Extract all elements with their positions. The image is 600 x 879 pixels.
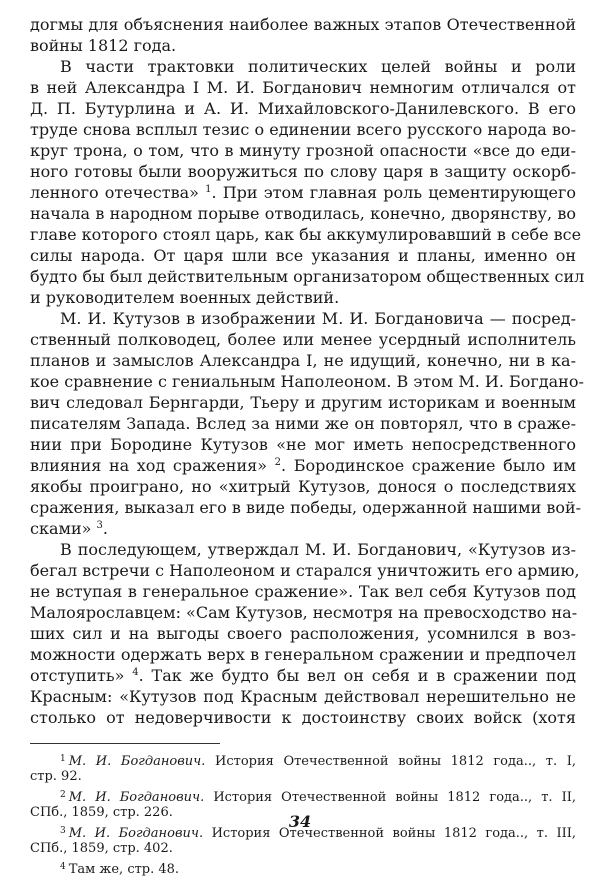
footnote-ref-4[interactable]: 4 xyxy=(132,667,139,678)
text-line: войны 1812 года. xyxy=(30,36,177,55)
footnote-line: стр. 92. xyxy=(30,769,82,784)
text-fragment: . При этом главная роль цементирующего xyxy=(211,183,577,202)
footnote-line: СПб., 1859, стр. 402. xyxy=(30,841,173,856)
text-fragment: влияния на ход сражения» xyxy=(30,456,275,475)
footnote-4 xyxy=(30,858,576,876)
paragraph-4 xyxy=(30,539,580,728)
text-line: сражения, выказал его в виде победы, одержанной нашими вой- xyxy=(30,498,582,517)
footnote-text: История Отечественной войны 1812 года.., т. II, xyxy=(213,790,576,805)
text-line: сками» $^3$. xyxy=(30,519,108,538)
footnote-number: 1 xyxy=(60,754,66,764)
text-line xyxy=(30,665,576,686)
footnote-1 xyxy=(30,750,576,786)
text-line xyxy=(30,455,576,476)
footnote-ref-2[interactable]: 2 xyxy=(274,457,281,468)
footnote-ref-3[interactable]: 3 xyxy=(96,520,103,531)
paragraph-3 xyxy=(30,308,584,539)
text-line: М. И. Кутузов в изображении М. И. Богдановича — посред- xyxy=(60,309,576,328)
text-line: писателям Запада. Вслед за ними же он повторял, что в сраже- xyxy=(30,414,576,433)
text-line: ших сил и на выгоды своего расположения, усомнился в воз- xyxy=(30,624,576,643)
text-line: планов и замыслов Александра I, не идущий, конечно, ни в ка- xyxy=(30,351,576,370)
text-line: начала в народном порыве отводилась, конечно, дворянству, во xyxy=(30,204,576,223)
text-fragment: сками» xyxy=(30,519,97,538)
footnote-number: 4 xyxy=(60,862,66,872)
footnote-number: 3 xyxy=(60,826,66,836)
text-line: столько от недоверчивости к достоинству своих войск (хотя xyxy=(30,708,576,727)
footnote-divider xyxy=(30,743,220,744)
body-text xyxy=(30,14,585,728)
text-line: не вступая в генеральное сражение». Так вел себя Кутузов под xyxy=(30,582,576,601)
text-line: кое сравнение с гениальным Наполеоном. В этом М. И. Богдано- xyxy=(30,372,584,391)
text-line xyxy=(30,182,576,203)
text-line: В части трактовки политических целей войны и роли xyxy=(60,57,576,76)
text-line: нии при Бородине Кутузов «не мог иметь непосредственного xyxy=(30,435,576,454)
text-line: круг трона, о том, что в минуту грозной опасности «все до еди- xyxy=(30,141,576,160)
text-line: силы народа. От царя шли все указания и планы, именно он xyxy=(30,246,576,265)
text-line: догмы для объяснения наиболее важных этапов Отечественной xyxy=(30,15,576,34)
text-fragment: ленного отечества» xyxy=(30,183,206,202)
text-line: Малоярославцем: «Сам Кутузов, несмотря на превосходство на- xyxy=(30,603,578,622)
text-line: можности одержать верх в генеральном сражении и предпочел xyxy=(30,645,576,664)
footnote-author: М. И. Богданович. xyxy=(68,754,206,769)
footnote-text: Там же, стр. 48. xyxy=(68,862,180,877)
text-fragment: . Бородинское сражение было им xyxy=(281,456,577,475)
text-line: Д. П. Бутурлина и А. И. Михайловского-Данилевского. В его xyxy=(30,99,576,118)
page-number: 34 xyxy=(288,812,312,831)
paragraph-2 xyxy=(30,56,585,308)
text-fragment: отступить» xyxy=(30,666,133,685)
paragraph-1 xyxy=(30,14,576,56)
page xyxy=(30,14,585,877)
text-line: и руководителем военных действий. xyxy=(30,288,340,307)
text-line: ственный полководец, более или менее усердный исполнитель xyxy=(30,330,576,349)
footnote-number: 2 xyxy=(60,790,66,800)
footnote-line xyxy=(30,858,576,876)
text-line: бегал встречи с Наполеоном и старался уничтожить его армию, xyxy=(30,561,580,580)
text-line: вич следовал Бернгарди, Тьеру и другим историкам и военным xyxy=(30,393,576,412)
text-line: Красным: «Кутузов под Красным действовал нерешительно не xyxy=(30,687,576,706)
footnote-author: М. И. Богданович. xyxy=(68,826,204,841)
footnote-text: История Отечественной войны 1812 года.., т. I, xyxy=(215,754,576,769)
text-line: главе которого стоял царь, как бы аккумулировавший в себе все xyxy=(30,225,582,244)
text-line: ного готовы были вооружиться по слову царя в защиту оскорб- xyxy=(30,162,576,181)
text-line: якобы проиграно, но «хитрый Кутузов, донося о последствиях xyxy=(30,477,576,496)
text-line: будто бы был действительным организатором общественных сил xyxy=(30,267,585,286)
footnote-line xyxy=(30,786,576,804)
footnote-ref-1[interactable]: 1 xyxy=(205,184,212,195)
text-fragment: . Так же будто бы вел он себя и в сражении под xyxy=(138,666,577,685)
footnote-text: История Отечественной войны 1812 года.., т. III, xyxy=(211,826,576,841)
text-line: труде снова всплыл тезис о единении всего русского народа во- xyxy=(30,120,576,139)
footnote-line: СПб., 1859, стр. 226. xyxy=(30,805,173,820)
footnote-author: М. И. Богданович. xyxy=(68,790,205,805)
text-line: в ней Александра I М. И. Богданович немногим отличался от xyxy=(30,78,576,97)
text-line: В последующем, утверждал М. И. Богданович, «Кутузов из- xyxy=(60,540,576,559)
footnote-line xyxy=(30,750,576,768)
